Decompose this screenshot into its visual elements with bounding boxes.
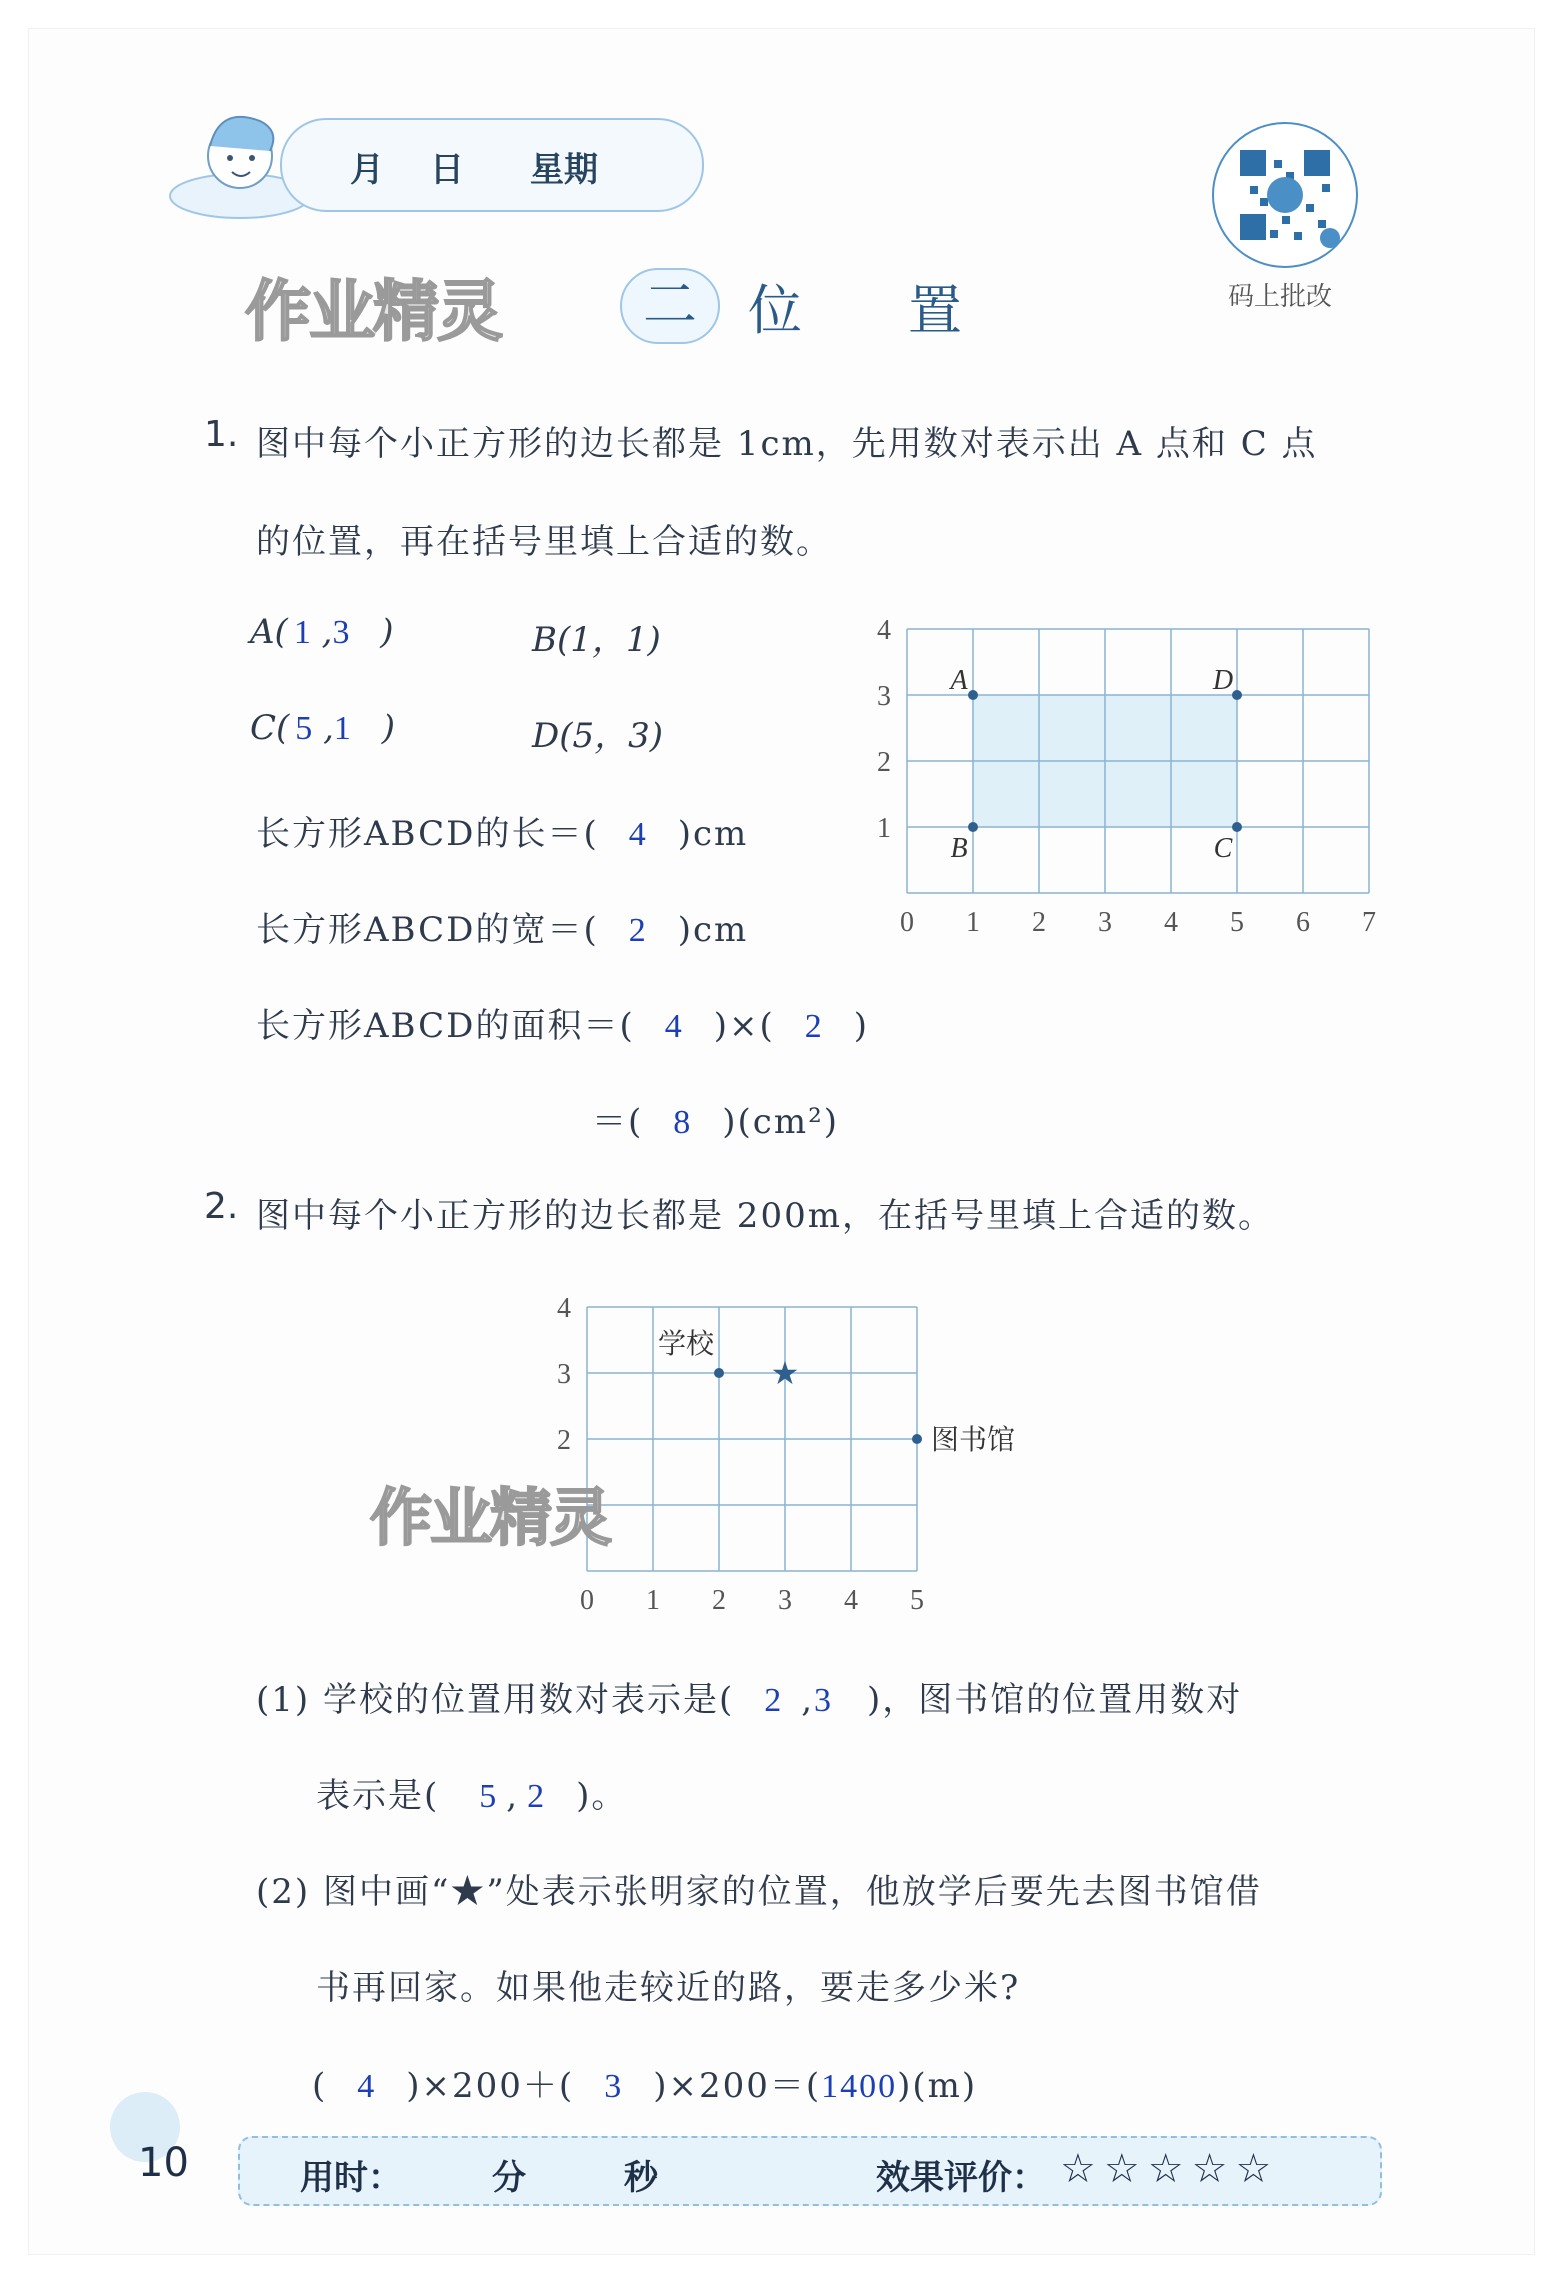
date-weekday: 星期 [530, 150, 598, 190]
rating-stars[interactable]: ☆☆☆☆☆ [1060, 2146, 1280, 2192]
subquestion1-line1 [256, 1672, 1242, 1721]
rating-label: 效果评价： [876, 2158, 1046, 2198]
page-number: 10 [138, 2140, 189, 2186]
x-tick-label: 1 [646, 1585, 660, 1616]
width-line [256, 902, 748, 951]
x-tick-label: 1 [966, 907, 980, 938]
y-tick-label: 3 [557, 1359, 571, 1390]
point-a-sep: , [321, 612, 333, 652]
y-tick-label: 1 [877, 813, 891, 844]
point-b: B(1，1) [532, 620, 661, 660]
seconds-label: 秒 [624, 2158, 658, 2198]
x-tick-label: 7 [1362, 907, 1376, 938]
x-tick-label: 5 [910, 1585, 924, 1616]
qr-code-icon[interactable] [1210, 120, 1360, 270]
x-tick-label: 0 [580, 1585, 594, 1616]
footer-bar [238, 2136, 1382, 2206]
problem2-number: 2. [204, 1186, 239, 1227]
sub1-line2-label: 表示是( [316, 1776, 440, 1816]
calc-result: 1400 [821, 2068, 898, 2105]
sub1-lib-y: 2 [527, 1778, 547, 1815]
x-tick-label: 4 [844, 1585, 858, 1616]
point-label: 图书馆 [931, 1425, 1016, 1456]
sub1-lib-x: 5 [479, 1778, 499, 1815]
point-c-label: C( [250, 708, 290, 748]
unit-number: 二 [620, 268, 720, 344]
area-factor2: 2 [804, 1008, 824, 1045]
problem2-text: 图中每个小正方形的边长都是 200m，在括号里填上合适的数。 [256, 1196, 1274, 1236]
point-a-close: ) [380, 612, 394, 652]
calc-open: ( [312, 2066, 328, 2106]
star-point: ★ [770, 1355, 800, 1391]
x-tick-label: 6 [1296, 907, 1310, 938]
sub1-lib-sep: , [506, 1776, 520, 1816]
qr-caption: 码上批改 [1228, 282, 1333, 312]
sub1-x: 2 [764, 1682, 784, 1719]
date-day: 日 [430, 150, 464, 190]
point-label: 学校 [657, 1329, 715, 1360]
problem1-text-line2: 的位置，再在括号里填上合适的数。 [256, 522, 832, 562]
calc-unit: )(m) [897, 2066, 978, 2106]
coordinate-grid-2 [540, 1285, 1060, 1625]
sub1-y: 3 [814, 1682, 834, 1719]
calc-a: 4 [357, 2068, 377, 2105]
x-tick-label: 2 [1032, 907, 1046, 938]
point-a-label: A( [250, 612, 288, 652]
y-tick-label: 4 [877, 615, 891, 646]
width-value: 2 [628, 912, 648, 949]
sub1-tail: )，图书馆的位置用数对 [867, 1680, 1243, 1720]
subquestion1-line2 [316, 1768, 627, 1817]
area-label: 长方形ABCD的面积＝( [256, 1006, 635, 1046]
point-a-x: 1 [293, 614, 311, 651]
x-tick-label: 3 [778, 1585, 792, 1616]
x-tick-label: 0 [900, 907, 914, 938]
point-d: D(5，3) [532, 716, 664, 756]
point-a-answer [250, 612, 394, 652]
area-line [256, 998, 869, 1047]
x-tick-label: 4 [1164, 907, 1178, 938]
length-label: 长方形ABCD的长＝( [256, 814, 599, 854]
point-label: C [1213, 833, 1233, 864]
point-label: A [950, 665, 968, 696]
area-close: ) [853, 1006, 870, 1046]
x-tick-label: 3 [1098, 907, 1112, 938]
x-tick-label: 5 [1230, 907, 1244, 938]
unit-title-2: 置 [908, 279, 962, 342]
length-value: 4 [628, 816, 648, 853]
y-tick-label: 2 [557, 1425, 571, 1456]
sub1-line2-tail: )。 [576, 1776, 628, 1816]
minutes-label: 分 [492, 2158, 526, 2198]
coordinate-grid-1 [860, 600, 1400, 950]
date-month: 月 [350, 150, 384, 190]
problem1-number: 1. [204, 414, 239, 455]
y-tick-label: 4 [557, 1293, 571, 1324]
subquestion2-line1: (2) 图中画“★”处表示张明家的位置，他放学后要先去图书馆借 [256, 1872, 1262, 1912]
length-unit: )cm [677, 814, 749, 854]
area-unit: )(cm²) [722, 1102, 839, 1142]
area-times: )×( [713, 1006, 775, 1046]
subquestion2-line2: 书再回家。如果他走较近的路，要走多少米? [316, 1968, 1021, 2008]
y-tick-label: 2 [877, 747, 891, 778]
width-unit: )cm [677, 910, 749, 950]
data-point [968, 822, 978, 832]
watermark-middle: 作业精灵 [370, 1481, 611, 1554]
calc-mid1: )×200＋( [406, 2066, 575, 2106]
calc-b: 3 [604, 2068, 624, 2105]
date-banner [280, 118, 704, 212]
width-label: 长方形ABCD的宽＝( [256, 910, 599, 950]
point-c-close: ) [381, 708, 395, 748]
area-result-line [592, 1094, 839, 1143]
area-factor1: 4 [664, 1008, 684, 1045]
point-c-y: 1 [333, 710, 351, 747]
calculation-line [312, 2058, 977, 2107]
point-label: B [950, 833, 968, 864]
time-label: 用时： [300, 2158, 402, 2198]
length-line [256, 806, 748, 855]
watermark-top: 作业精灵 [245, 273, 501, 350]
area-eq-open: ＝( [592, 1102, 644, 1142]
point-c-sep: , [323, 708, 334, 748]
sub1-sep: , [801, 1680, 815, 1720]
sub1-label: (1) 学校的位置用数对表示是( [256, 1680, 735, 1720]
point-label: D [1212, 665, 1234, 696]
area-result: 8 [673, 1104, 693, 1141]
data-point [912, 1434, 922, 1444]
data-point [968, 690, 978, 700]
problem1-text-line1: 图中每个小正方形的边长都是 1cm，先用数对表示出 A 点和 C 点 [256, 424, 1318, 464]
data-point [714, 1368, 724, 1378]
point-c-x: 5 [295, 710, 313, 747]
point-a-y: 3 [332, 614, 350, 651]
x-tick-label: 2 [712, 1585, 726, 1616]
data-point [1232, 822, 1242, 832]
calc-mid2: )×200＝( [653, 2066, 822, 2106]
y-tick-label: 3 [877, 681, 891, 712]
unit-title-1: 位 [748, 279, 802, 342]
data-point [1232, 690, 1242, 700]
point-c-answer [250, 708, 395, 748]
